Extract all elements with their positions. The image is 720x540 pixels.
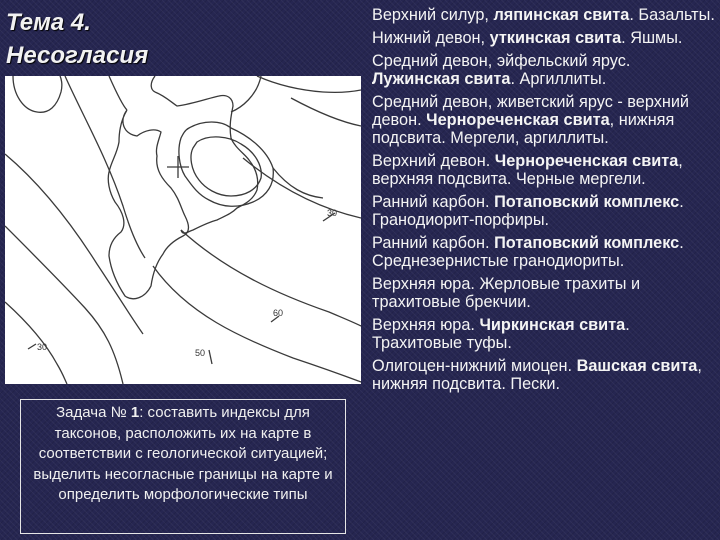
map-contour <box>191 137 261 196</box>
map-contour <box>151 76 155 92</box>
legend-item <box>372 29 718 47</box>
legend-item-text: Ранний карбон. <box>372 193 495 211</box>
legend-item-text: Ранний карбон. <box>372 234 495 252</box>
legend-item-suite: ляпинская свита <box>493 6 630 24</box>
task-box <box>20 399 346 534</box>
dip-tick <box>209 350 212 364</box>
map-contour <box>65 76 145 258</box>
legend-item-rock: . Базальты. <box>629 6 715 24</box>
map-contour <box>153 266 361 382</box>
legend-item-rock: . Среднезернистые гранодиориты. <box>372 234 684 270</box>
map-contour <box>108 110 188 299</box>
legend-item-suite: Чиркинская свита <box>479 316 626 334</box>
title-line-1: Тема 4. <box>6 9 91 36</box>
legend-list <box>372 6 718 540</box>
legend-item <box>372 152 718 188</box>
map-contour <box>291 98 361 126</box>
legend-item-text: Средний девон, эйфельский ярус. <box>372 52 631 70</box>
legend-item-rock: . Гранодиорит-порфиры. <box>372 193 684 229</box>
map-contour <box>5 154 143 334</box>
title-line-2: Несогласия <box>6 42 149 69</box>
legend-item-text: Нижний девон, <box>372 29 490 47</box>
map-contour <box>13 76 62 112</box>
dip-label-50: 50 <box>195 348 206 358</box>
map-drawing <box>5 76 361 384</box>
legend-item-text: Верхняя юра. <box>372 316 480 334</box>
legend-item-rock: , нижняя подсвита. Мергели, аргиллиты. <box>372 111 675 147</box>
legend-item-rock: . Аргиллиты. <box>510 70 607 88</box>
task-prefix: Задача № <box>56 404 131 421</box>
legend-item-suite: уткинская свита <box>489 29 622 47</box>
map-contour <box>5 302 67 384</box>
map-contour <box>257 76 361 92</box>
legend-item-text: Олигоцен-нижний миоцен. <box>372 357 577 375</box>
legend-item <box>372 93 718 147</box>
legend-item-suite: Потаповский комплекс <box>494 234 680 252</box>
legend-item-text: Средний девон, живетский ярус - верхний девон. <box>372 93 690 129</box>
dip-tick <box>28 344 36 349</box>
legend-item-suite: Вашская свита <box>576 357 698 375</box>
map-contour <box>273 168 323 198</box>
legend-item <box>372 316 718 352</box>
legend-item <box>372 193 718 229</box>
legend-item <box>372 234 718 270</box>
legend-item <box>372 275 718 311</box>
legend-item-text: Верхний силур, <box>372 6 494 24</box>
geological-map <box>5 76 361 384</box>
legend-item-suite: Чернореченская свита <box>426 111 610 129</box>
dip-label-30b: 30 <box>37 342 48 352</box>
map-contour <box>231 76 261 112</box>
legend-item <box>372 6 718 24</box>
legend-item <box>372 357 718 393</box>
dip-label-30a: 30 <box>327 208 338 218</box>
task-text: : составить индексы для таксонов, расположить их на карте в соответствии с геологической ситуацией; выделить несогласные границы на карте и определить морфологические типы <box>33 404 333 503</box>
map-contour <box>5 226 123 384</box>
legend-item-suite: Потаповский комплекс <box>494 193 680 211</box>
legend-item-text: Верхний девон. <box>372 152 495 170</box>
legend-item <box>372 52 718 88</box>
legend-item-suite: Чернореченская свита <box>494 152 679 170</box>
legend-item-suite: Лужинская свита <box>372 70 511 88</box>
map-contour <box>109 76 127 110</box>
map-contour <box>181 230 361 326</box>
legend-item-rock: . Трахитовые туфы. <box>372 316 630 352</box>
cross-mark <box>167 156 189 178</box>
dip-label-60: 60 <box>273 308 284 318</box>
slide-title <box>6 6 366 72</box>
map-contour <box>155 92 258 233</box>
legend-item-rock: . Яшмы. <box>621 29 683 47</box>
legend-item-rock: , нижняя подсвита. Пески. <box>372 357 702 393</box>
legend-item-text: Верхняя юра. Жерловые трахиты и трахитовые брекчии. <box>372 275 641 311</box>
legend-item-rock: , верхняя подсвита. Черные мергели. <box>372 152 683 188</box>
task-number: 1 <box>130 404 140 421</box>
